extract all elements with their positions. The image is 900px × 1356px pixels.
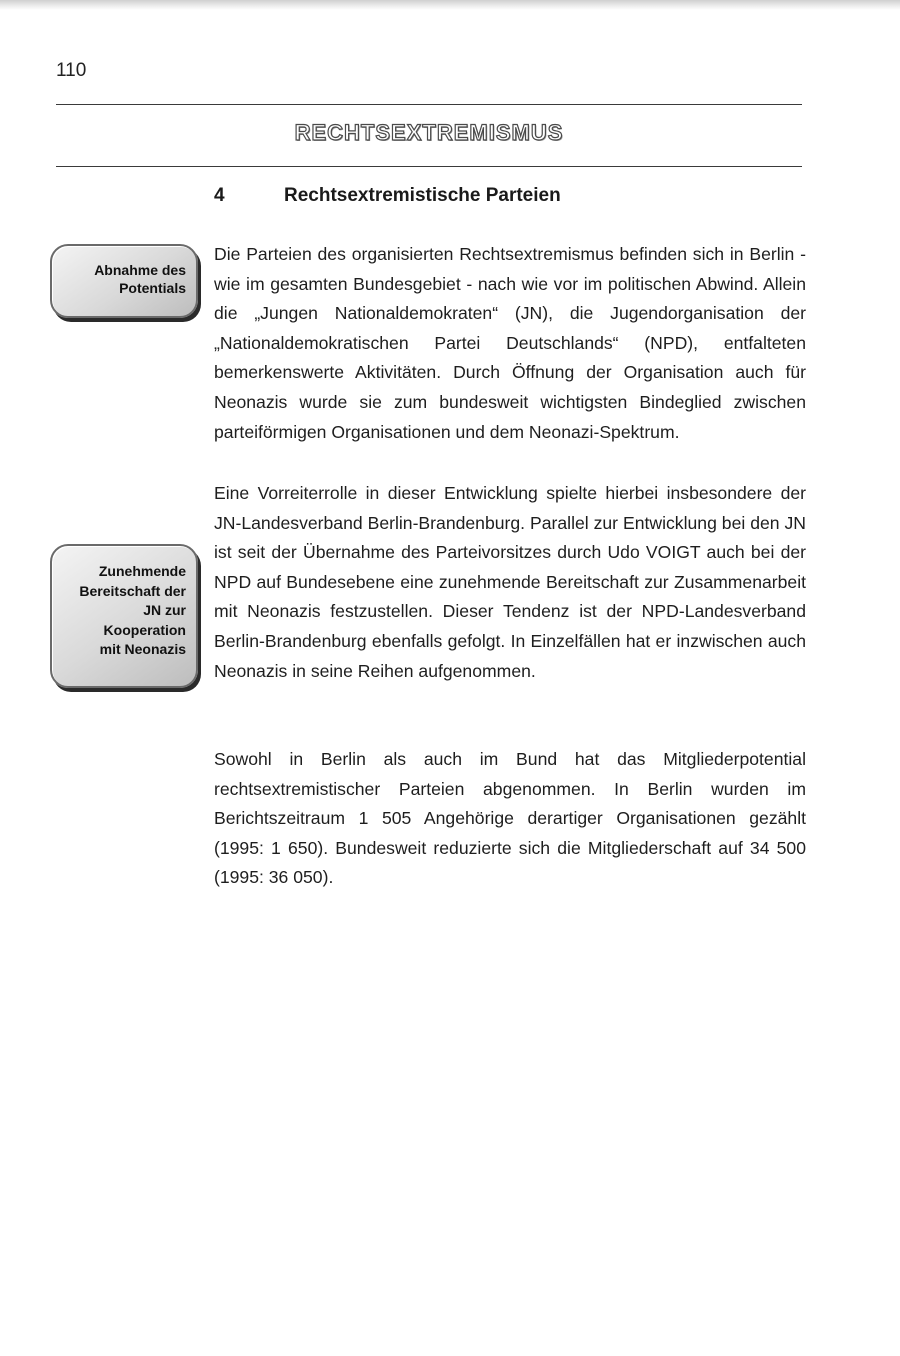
margin-note-text: Abnahme des Potentials bbox=[94, 262, 186, 296]
header-rule-bottom bbox=[56, 166, 802, 167]
section-number: 4 bbox=[214, 185, 225, 206]
body-paragraph: Die Parteien des organisierten Rechtsextremismus befinden sich in Berlin - wie im gesamten Bundesgebiet - nach wie vor im politischen Abwind. Allein die „Jungen Nationaldemokraten“ (JN), die Jugendorganisation der „Nationaldemokratischen Partei Deutschlands“ (NPD), entfalteten bemerkenswerte Aktivitäten. Durch Öffnung der Organisation auch für Neonazis wurde sie zum bundesweit wichtigsten Bindeglied zwischen parteiförmigen Organisationen und dem Neonazi-Spektrum. bbox=[214, 244, 806, 442]
page-number: 110 bbox=[56, 60, 87, 81]
scan-top-edge bbox=[0, 0, 900, 10]
margin-note-text: Zunehmende Bereitschaft der JN zur Kooperation mit Neonazis bbox=[79, 563, 186, 657]
section-title: Rechtsextremistische Parteien bbox=[284, 185, 561, 206]
body-paragraph: Sowohl in Berlin als auch im Bund hat das Mitgliederpotential rechtsextremistischer Parteien abgenommen. In Berlin wurden im Berichtszeitraum 1 505 Angehörige derartiger Organisationen gezählt (1995: 1 650). Bundesweit reduzierte sich die Mitgliederschaft auf 34 500 (1995: 36 050). bbox=[214, 749, 806, 888]
section-heading bbox=[214, 185, 561, 207]
header-rule-top bbox=[56, 104, 802, 105]
body-paragraph: Eine Vorreiterrolle in dieser Entwicklung spielte hierbei insbesondere der JN-Landesverband Berlin-Brandenburg. Parallel zur Entwicklung bei den JN ist seit der Übernahme des Parteivorsitzes durch Udo VOIGT auch bei der NPD auf Bundesebene eine zunehmende Bereitschaft zur Zusammenarbeit mit Neonazis festzustellen. Dieser Tendenz ist der NPD-Landesverband Berlin-Brandenburg ebenfalls gefolgt. In Einzelfällen hat er inzwischen auch Neonazis in seine Reihen aufgenommen. bbox=[214, 483, 806, 681]
margin-note-potential bbox=[50, 244, 198, 318]
running-head: RECHTSEXTREMISMUS bbox=[294, 120, 564, 145]
margin-note-cooperation bbox=[50, 544, 198, 688]
